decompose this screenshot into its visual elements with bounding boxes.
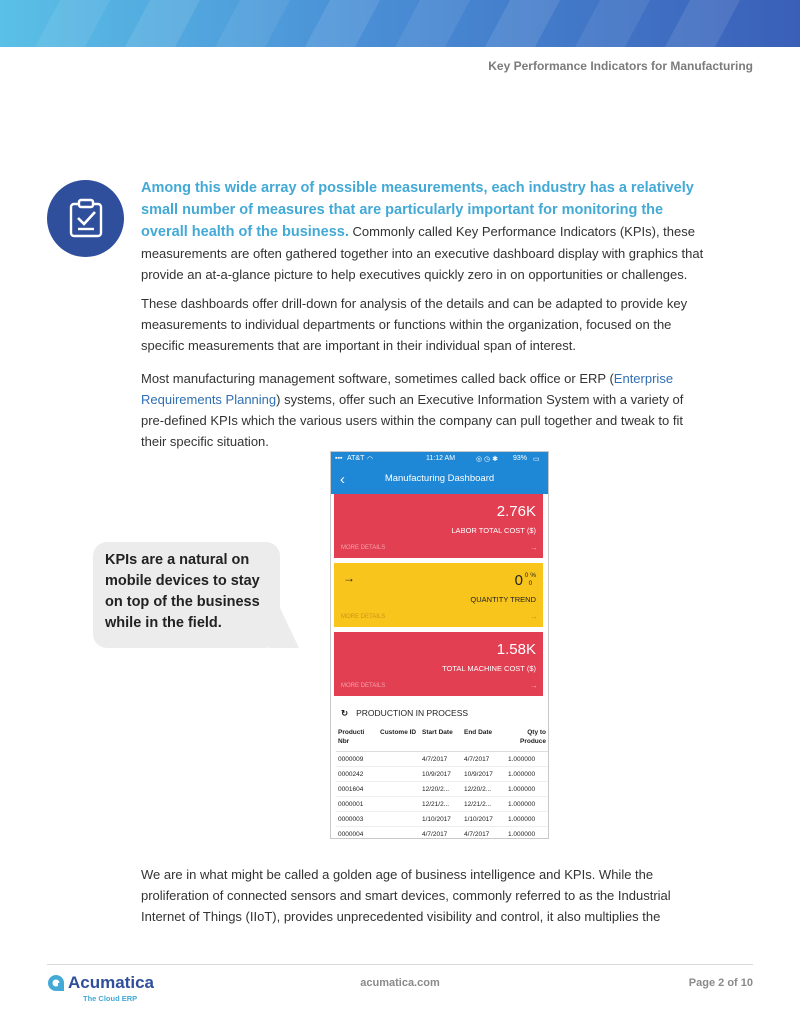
more-details-link[interactable]: MORE DETAILS (341, 614, 386, 620)
intro-rest: Commonly called Key Performance Indicators (KPIs), these measurements are often gathered together into an executive dashboard display with graphics that provide an at-a-glance picture to help executives quickly zero in on opportunities or challenges. (141, 224, 704, 282)
table-cell (378, 812, 420, 827)
brand-name: Acumatica (68, 973, 154, 992)
table-row[interactable] (336, 767, 548, 782)
table-cell: 1.000000 (506, 752, 548, 767)
table-cell: 0001604 (336, 782, 378, 797)
table-row[interactable] (336, 752, 548, 767)
carrier-label: AT&T (347, 455, 365, 462)
paragraph-erp (141, 368, 706, 452)
percent-top: 0 % (524, 572, 536, 579)
phone-status-bar (331, 452, 548, 466)
table-cell: 0000003 (336, 812, 378, 827)
footer-website-link[interactable]: acumatica.com (360, 977, 440, 989)
table-cell: 1.000000 (506, 827, 548, 840)
kpi-value: 0 (514, 572, 523, 589)
clipboard-icon-badge (47, 180, 124, 257)
column-header[interactable]: Custome ID (378, 727, 420, 752)
table-cell: 0000004 (336, 827, 378, 840)
column-header[interactable]: End Date (462, 727, 506, 752)
table-cell: 12/21/2... (420, 797, 462, 812)
table-cell (378, 797, 420, 812)
kpi-value: 1.58K (496, 641, 536, 658)
status-icons: ◎ ◷ ✱ (476, 456, 498, 463)
paragraph-golden-age: We are in what might be called a golden age of business intelligence and KPIs. While the proliferation of connected sensors and smart devices, commonly referred to as the Industrial Internet of Things (IIoT), provides unprecedented visibility and control, it also multiplies the (141, 867, 671, 924)
mobile-dashboard-screenshot (330, 451, 549, 839)
table-cell: 4/7/2017 (462, 827, 506, 840)
app-nav-bar (331, 466, 548, 494)
kpi-tile-quantity-trend[interactable] (334, 563, 543, 627)
intro-paragraph (141, 177, 706, 285)
section-title: PRODUCTION IN PROCESS (356, 708, 469, 718)
column-header[interactable]: Start Date (420, 727, 462, 752)
table-cell: 1.000000 (506, 812, 548, 827)
arrow-right-icon[interactable]: → (530, 681, 538, 690)
paragraph-dashboards: These dashboards offer drill-down for analysis of the details and can be adapted to provide key measurements to individual departments or functions within the organization, focused on the specific measurements that are important in their individual span of interest. (141, 296, 688, 353)
clipboard-check-icon (66, 198, 106, 238)
kpi-percent (525, 572, 536, 588)
signal-icon: ▪▪▪ (335, 455, 343, 462)
table-cell (378, 752, 420, 767)
table-row[interactable] (336, 782, 548, 797)
erp-text-b: ) systems, offer such an Executive Information System with a variety of pre-defined KPIs which the various users within the company can pull together and tweak to fit their specific situation. (141, 392, 684, 449)
brand-tagline: The Cloud ERP (83, 994, 138, 1003)
footer-divider (47, 964, 753, 965)
table-cell: 4/7/2017 (420, 752, 462, 767)
table-cell: 12/20/2... (420, 782, 462, 797)
table-cell: 12/21/2... (462, 797, 506, 812)
table-cell: 10/9/2017 (420, 767, 462, 782)
back-chevron-icon[interactable]: ‹ (340, 471, 345, 488)
kpi-label: TOTAL MACHINE COST ($) (442, 664, 536, 673)
trend-arrow-icon: → (343, 571, 355, 585)
arrow-right-icon[interactable]: → (530, 612, 538, 621)
header-banner (0, 0, 800, 47)
table-cell: 0000009 (336, 752, 378, 767)
kpi-label: LABOR TOTAL COST ($) (451, 526, 536, 535)
table-row[interactable] (336, 827, 548, 840)
table-cell: 1.000000 (506, 767, 548, 782)
nav-title: Manufacturing Dashboard (384, 473, 495, 484)
table-cell: 0000242 (336, 767, 378, 782)
table-cell (378, 827, 420, 840)
clock-label: 11:12 AM (426, 455, 456, 462)
kpi-tile-labor-cost[interactable] (334, 494, 543, 558)
wifi-icon: ◠ (367, 456, 374, 463)
more-details-link[interactable]: MORE DETAILS (341, 545, 386, 551)
table-cell: 4/7/2017 (420, 827, 462, 840)
table-cell: 1.000000 (506, 797, 548, 812)
intro-lead: Among this wide array of possible measurements, each industry has a relatively small number of measures that are particularly important for monitoring the overall health of the business. (141, 180, 694, 240)
table-cell: 1.000000 (506, 782, 548, 797)
erp-text-a: Most manufacturing management software, sometimes called back office or ERP ( (141, 371, 614, 386)
banner-pattern (0, 0, 800, 47)
column-header[interactable]: Qty to Produce (506, 727, 548, 752)
table-cell: 4/7/2017 (462, 752, 506, 767)
section-header (341, 708, 468, 719)
page-number: Page 2 of 10 (688, 977, 753, 989)
production-table (336, 727, 548, 839)
table-cell: 1/10/2017 (420, 812, 462, 827)
battery-label: 93% (513, 455, 528, 462)
table-cell: 12/20/2... (462, 782, 506, 797)
table-cell (378, 767, 420, 782)
percent-bottom: 0 (528, 580, 533, 587)
arrow-right-icon[interactable]: → (530, 543, 538, 552)
refresh-icon[interactable]: ↻ (341, 708, 349, 718)
table-header-row (336, 727, 548, 752)
kpi-label: QUANTITY TREND (470, 595, 536, 604)
more-details-link[interactable]: MORE DETAILS (341, 683, 386, 689)
erp-link[interactable]: Enterprise Requirements Planning (141, 371, 674, 407)
table-cell: 0000001 (336, 797, 378, 812)
table-cell (378, 782, 420, 797)
callout-text: KPIs are a natural on mobile devices to stay on top of the business while in the field. (105, 552, 260, 631)
column-header[interactable]: Producti Nbr (336, 727, 378, 752)
battery-icon: ▭ (533, 456, 540, 463)
table-row[interactable] (336, 797, 548, 812)
kpi-value: 2.76K (496, 503, 536, 520)
table-cell: 1/10/2017 (462, 812, 506, 827)
kpi-tile-machine-cost[interactable] (334, 632, 543, 696)
document-title: Key Performance Indicators for Manufacturing (488, 59, 753, 73)
table-cell: 10/9/2017 (462, 767, 506, 782)
table-row[interactable] (336, 812, 548, 827)
